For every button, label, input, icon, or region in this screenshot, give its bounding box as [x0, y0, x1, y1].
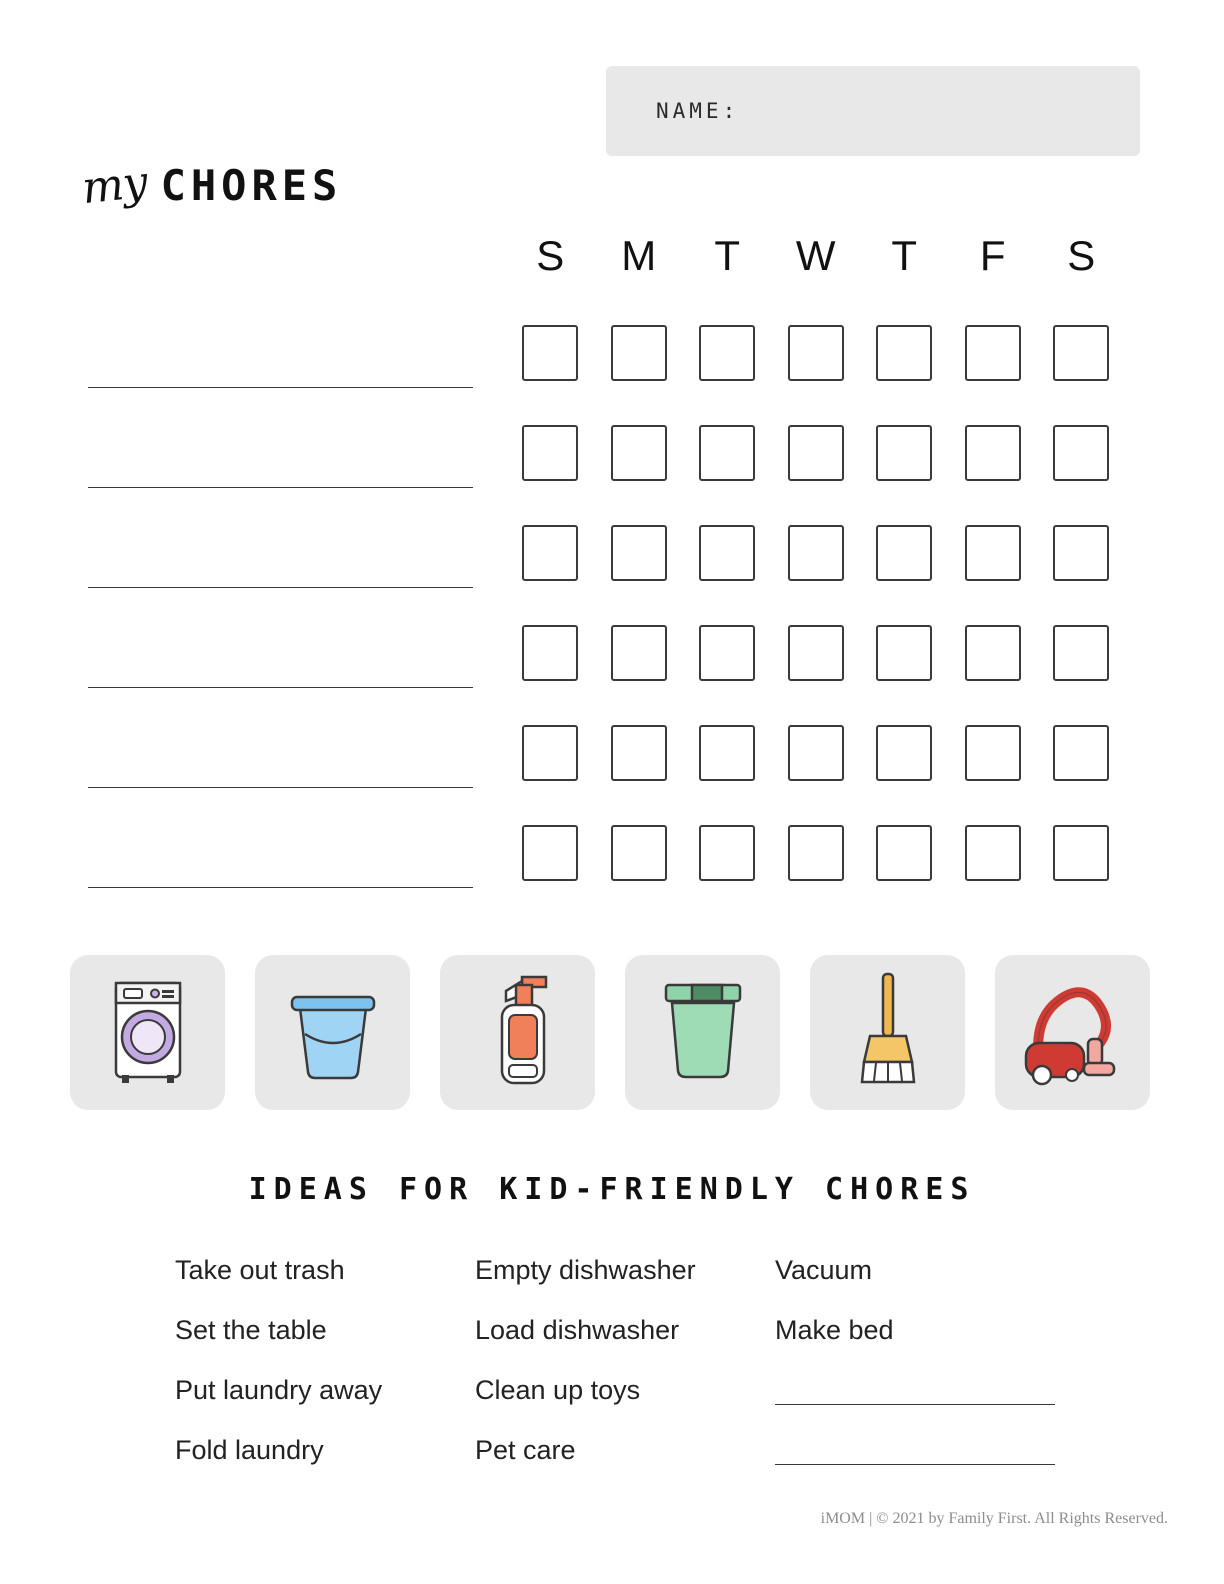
checkbox-cell	[683, 425, 772, 481]
checkbox-sunday[interactable]	[522, 825, 578, 881]
icon-card-bucket	[255, 955, 410, 1110]
checkbox-cell	[683, 325, 772, 381]
icon-card-trash-bin	[625, 955, 780, 1110]
checkbox-cell	[860, 425, 949, 481]
day-header-monday: M	[621, 232, 657, 279]
day-header-row	[506, 232, 1126, 280]
checkbox-monday[interactable]	[611, 625, 667, 681]
list-item: Make bed	[775, 1315, 894, 1345]
checkbox-cell	[683, 625, 772, 681]
checkbox-tuesday[interactable]	[699, 425, 755, 481]
checkbox-friday[interactable]	[965, 525, 1021, 581]
checkbox-friday[interactable]	[965, 325, 1021, 381]
checkbox-thursday[interactable]	[876, 525, 932, 581]
checkbox-monday[interactable]	[611, 425, 667, 481]
checkbox-cell	[595, 325, 684, 381]
checkbox-cell	[595, 425, 684, 481]
day-header-thursday: T	[891, 232, 918, 279]
checkbox-cell	[1037, 725, 1126, 781]
list-item: Take out trash	[175, 1255, 345, 1285]
list-item: Pet care	[475, 1435, 576, 1465]
checkbox-monday[interactable]	[611, 825, 667, 881]
day-header-saturday: S	[1067, 232, 1096, 279]
chore-write-line[interactable]	[88, 387, 473, 388]
page-title	[79, 156, 343, 215]
checkbox-cell	[595, 725, 684, 781]
chore-grid	[0, 325, 1224, 925]
checkbox-sunday[interactable]	[522, 525, 578, 581]
chore-write-line[interactable]	[88, 487, 473, 488]
icon-card-spray-bottle	[440, 955, 595, 1110]
ideas-column-1	[175, 1240, 475, 1480]
checkbox-cell	[949, 725, 1038, 781]
checkbox-cell	[949, 525, 1038, 581]
ideas-column-3	[775, 1240, 1075, 1480]
checkbox-sunday[interactable]	[522, 325, 578, 381]
trash-bin-icon	[648, 975, 758, 1090]
checkbox-sunday[interactable]	[522, 425, 578, 481]
checkbox-cell	[683, 725, 772, 781]
checkbox-tuesday[interactable]	[699, 525, 755, 581]
checkbox-row	[506, 425, 1126, 481]
ideas-heading: IDEAS FOR KID-FRIENDLY CHORES	[248, 1172, 976, 1207]
checkbox-cell	[1037, 625, 1126, 681]
checkbox-cell	[772, 625, 861, 681]
checkbox-cell	[1037, 525, 1126, 581]
table-row	[0, 825, 1224, 925]
checkbox-cell	[949, 325, 1038, 381]
checkbox-wednesday[interactable]	[788, 825, 844, 881]
checkbox-friday[interactable]	[965, 725, 1021, 781]
checkbox-cell	[595, 525, 684, 581]
checkbox-cell	[772, 325, 861, 381]
checkbox-cell	[949, 825, 1038, 881]
checkbox-thursday[interactable]	[876, 625, 932, 681]
ideas-column-2	[475, 1240, 775, 1480]
checkbox-cell	[595, 625, 684, 681]
checkbox-thursday[interactable]	[876, 425, 932, 481]
footer-copyright: iMOM | © 2021 by Family First. All Rights Reserved.	[820, 1510, 1168, 1527]
checkbox-cell	[860, 525, 949, 581]
day-header-tuesday: T	[714, 232, 741, 279]
checkbox-cell	[506, 325, 595, 381]
list-item: Set the table	[175, 1315, 327, 1345]
checkbox-cell	[595, 825, 684, 881]
checkbox-row	[506, 525, 1126, 581]
checkbox-saturday[interactable]	[1053, 625, 1109, 681]
table-row	[0, 625, 1224, 725]
checkbox-cell	[683, 825, 772, 881]
checkbox-cell	[772, 725, 861, 781]
checkbox-saturday[interactable]	[1053, 425, 1109, 481]
checkbox-cell	[683, 525, 772, 581]
checkbox-cell	[506, 425, 595, 481]
checkbox-wednesday[interactable]	[788, 325, 844, 381]
spray-bottle-icon	[476, 971, 560, 1094]
table-row	[0, 425, 1224, 525]
checkbox-thursday[interactable]	[876, 725, 932, 781]
checkbox-cell	[506, 525, 595, 581]
checkbox-cell	[1037, 825, 1126, 881]
checkbox-cell	[1037, 325, 1126, 381]
checkbox-saturday[interactable]	[1053, 825, 1109, 881]
checkbox-wednesday[interactable]	[788, 625, 844, 681]
checkbox-sunday[interactable]	[522, 625, 578, 681]
checkbox-row	[506, 825, 1126, 881]
icon-card-broom	[810, 955, 965, 1110]
chore-write-line[interactable]	[88, 887, 473, 888]
checkbox-cell	[772, 425, 861, 481]
ideas-list	[175, 1240, 1135, 1480]
list-item: Empty dishwasher	[475, 1255, 696, 1285]
checkbox-thursday[interactable]	[876, 325, 932, 381]
checkbox-friday[interactable]	[965, 425, 1021, 481]
checkbox-cell	[860, 825, 949, 881]
chore-write-line[interactable]	[88, 787, 473, 788]
list-item: Vacuum	[775, 1255, 873, 1285]
checkbox-monday[interactable]	[611, 725, 667, 781]
checkbox-cell	[772, 825, 861, 881]
checkbox-cell	[860, 725, 949, 781]
day-header-wednesday: W	[795, 232, 836, 279]
day-header-sunday: S	[536, 232, 565, 279]
name-label: NAME:	[656, 99, 740, 123]
checkbox-tuesday[interactable]	[699, 325, 755, 381]
icon-card-vacuum-cleaner	[995, 955, 1150, 1110]
checkbox-saturday[interactable]	[1053, 525, 1109, 581]
checkbox-friday[interactable]	[965, 625, 1021, 681]
checkbox-tuesday[interactable]	[699, 725, 755, 781]
table-row	[0, 725, 1224, 825]
checkbox-monday[interactable]	[611, 325, 667, 381]
chore-write-line[interactable]	[88, 587, 473, 588]
checkbox-row	[506, 725, 1126, 781]
checkbox-cell	[860, 625, 949, 681]
checkbox-cell	[860, 325, 949, 381]
checkbox-cell	[772, 525, 861, 581]
list-item: Clean up toys	[475, 1375, 641, 1405]
checkbox-cell	[1037, 425, 1126, 481]
table-row	[0, 525, 1224, 625]
checkbox-wednesday[interactable]	[788, 725, 844, 781]
vacuum-cleaner-icon	[1014, 971, 1132, 1094]
checkbox-row	[506, 325, 1126, 381]
checkbox-cell	[506, 725, 595, 781]
checkbox-wednesday[interactable]	[788, 525, 844, 581]
checkbox-friday[interactable]	[965, 825, 1021, 881]
chore-icon-strip	[70, 955, 1150, 1110]
checkbox-saturday[interactable]	[1053, 725, 1109, 781]
checkbox-tuesday[interactable]	[699, 825, 755, 881]
ideas-blank-line[interactable]	[775, 1420, 1075, 1480]
checkbox-row	[506, 625, 1126, 681]
page-title-main-word: CHORES	[160, 161, 343, 210]
list-item: Put laundry away	[175, 1375, 383, 1405]
checkbox-thursday[interactable]	[876, 825, 932, 881]
broom-icon	[846, 970, 930, 1095]
chore-write-line[interactable]	[88, 687, 473, 688]
list-item: Load dishwasher	[475, 1315, 680, 1345]
list-item: Fold laundry	[175, 1435, 324, 1465]
name-field[interactable]	[606, 66, 1140, 156]
checkbox-monday[interactable]	[611, 525, 667, 581]
checkbox-cell	[506, 825, 595, 881]
checkbox-tuesday[interactable]	[699, 625, 755, 681]
icon-card-washing-machine	[70, 955, 225, 1110]
washing-machine-icon	[100, 975, 196, 1090]
checkbox-cell	[506, 625, 595, 681]
day-header-friday: F	[979, 232, 1006, 279]
ideas-blank-line[interactable]	[775, 1360, 1075, 1420]
table-row	[0, 325, 1224, 425]
bucket-icon	[278, 978, 388, 1088]
checkbox-cell	[949, 425, 1038, 481]
page-title-script-word: my	[79, 156, 150, 215]
checkbox-cell	[949, 625, 1038, 681]
checkbox-saturday[interactable]	[1053, 325, 1109, 381]
checkbox-wednesday[interactable]	[788, 425, 844, 481]
checkbox-sunday[interactable]	[522, 725, 578, 781]
